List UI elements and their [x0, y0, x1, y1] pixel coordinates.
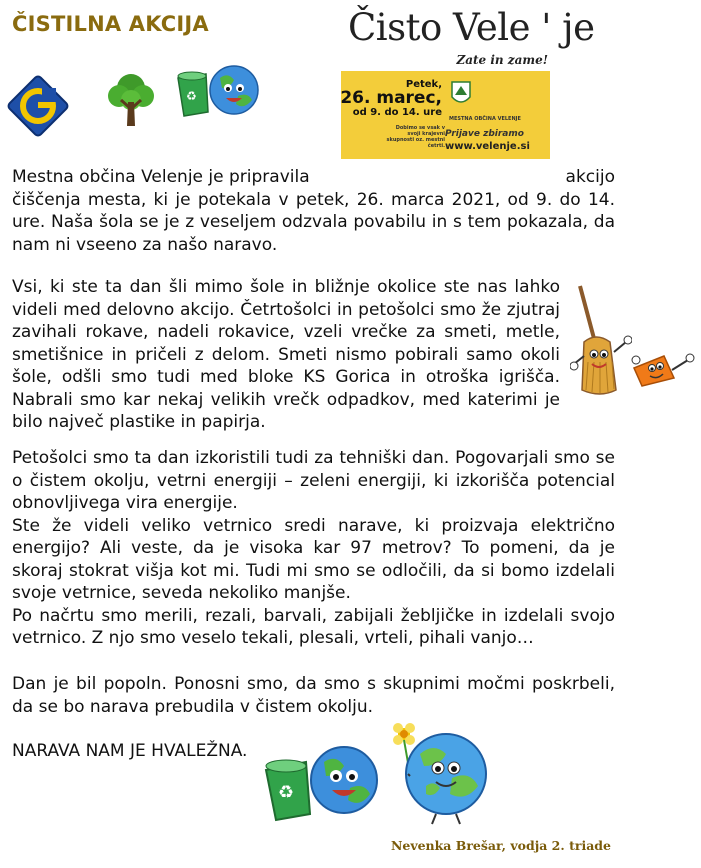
poster-municipality: MESTNA OBČINA VELENJE: [449, 116, 521, 122]
dustpan-character-icon: [630, 348, 696, 390]
svg-text:♻: ♻: [186, 89, 197, 103]
earth-recycling-icon: [172, 60, 264, 120]
tree-icon: [103, 68, 159, 128]
svg-text:♻: ♻: [278, 782, 295, 803]
poster-logo: [348, 6, 595, 67]
paragraph-3b: Ste že videli veliko vetrnico sredi narave, ki proizvaja električno energijo? Ali veste, da je visoka kar 97 metrov? To pomeni, da je skoraj stokrat višja kot mi. Tudi mi smo se odločili, da si bomo izdelali svoje vetrnice, seveda nekoliko manjše.: [12, 515, 615, 603]
paragraph-1: [12, 166, 615, 256]
poster-register: Prijave zbiramo: [445, 129, 524, 139]
paragraph-3a: Petošolci smo ta dan izkoristili tudi za tehniški dan. Pogovarjali smo se o čistem okolju, vetrni energiji – zeleni energiji, ki izkorišča potencial obnovljivega vira energije.: [12, 448, 615, 513]
poster-time: od 9. do 14. ure: [352, 107, 442, 118]
school-logo-icon: [2, 70, 74, 142]
poster-note: Dobimo se vsak v svoji krajevni skupnosti oz. mestni četrti.: [386, 125, 445, 149]
paragraph-2: [12, 276, 560, 434]
paragraph-2-text: Vsi, ki ste ta dan šli mimo šole in bližnje okolice ste nas lahko videli med delovno akcijo. Četrtošolci in petošolci smo že zjutraj zavihali rokave, nadeli rokavice, vzeli vrečke za smeti, metle, smetišnice in pričeli z delom. Smeti nismo pobirali samo okoli šole, odšli smo tudi med bloke KS Gorica in otroška igrišča. Nabrali smo kar nekaj velikih vrečk odpadkov, med katerimi je bilo največ plastike in papirja.: [12, 277, 560, 432]
closing-line: NARAVA NAM JE HVALEŽNA.: [12, 741, 248, 761]
author-signature: Nevenka Brešar, vodja 2. triade: [390, 838, 611, 853]
paragraph-1-rest: čiščenja mesta, ki je potekala v petek, 26. marca 2021, od 9. do 14. ure. Naša šola se je z veseljem odzvala povabilu in s tem pokazala, da nam ni vseeno za našo naravo.: [12, 189, 615, 255]
event-poster: [341, 71, 550, 159]
paragraph-1-gap-word: akcijo: [565, 167, 615, 187]
poster-date: 26. marec,: [340, 88, 442, 108]
poster-logo-text: Čisto Vele ' je: [348, 6, 595, 49]
paragraph-4-text: Dan je bil popoln. Ponosni smo, da smo s skupnimi močmi poskrbeli, da se bo narava prebudila v čistem okolju.: [12, 674, 615, 717]
coat-of-arms-icon: [451, 81, 471, 107]
paragraph-3c: Po načrtu smo merili, rezali, barvali, zabijali žebljičke in izdelali svojo vetrnico. Z njo smo veselo tekali, plesali, vrteli, pihali vanjo…: [12, 605, 615, 648]
poster-slogan: Zate in zame!: [456, 53, 548, 67]
poster-website: www.velenje.si: [445, 141, 530, 152]
earth-recycling-icon-large: [262, 736, 382, 824]
broom-character-icon: [570, 282, 632, 400]
paragraph-4: [12, 673, 615, 718]
poster-day: Petek,: [405, 79, 442, 90]
earth-flower-icon: [386, 714, 496, 826]
paragraph-3: [12, 447, 615, 650]
paragraph-1-start: Mestna občina Velenje je pripravila: [12, 167, 310, 187]
page-title: ČISTILNA AKCIJA: [12, 12, 209, 36]
